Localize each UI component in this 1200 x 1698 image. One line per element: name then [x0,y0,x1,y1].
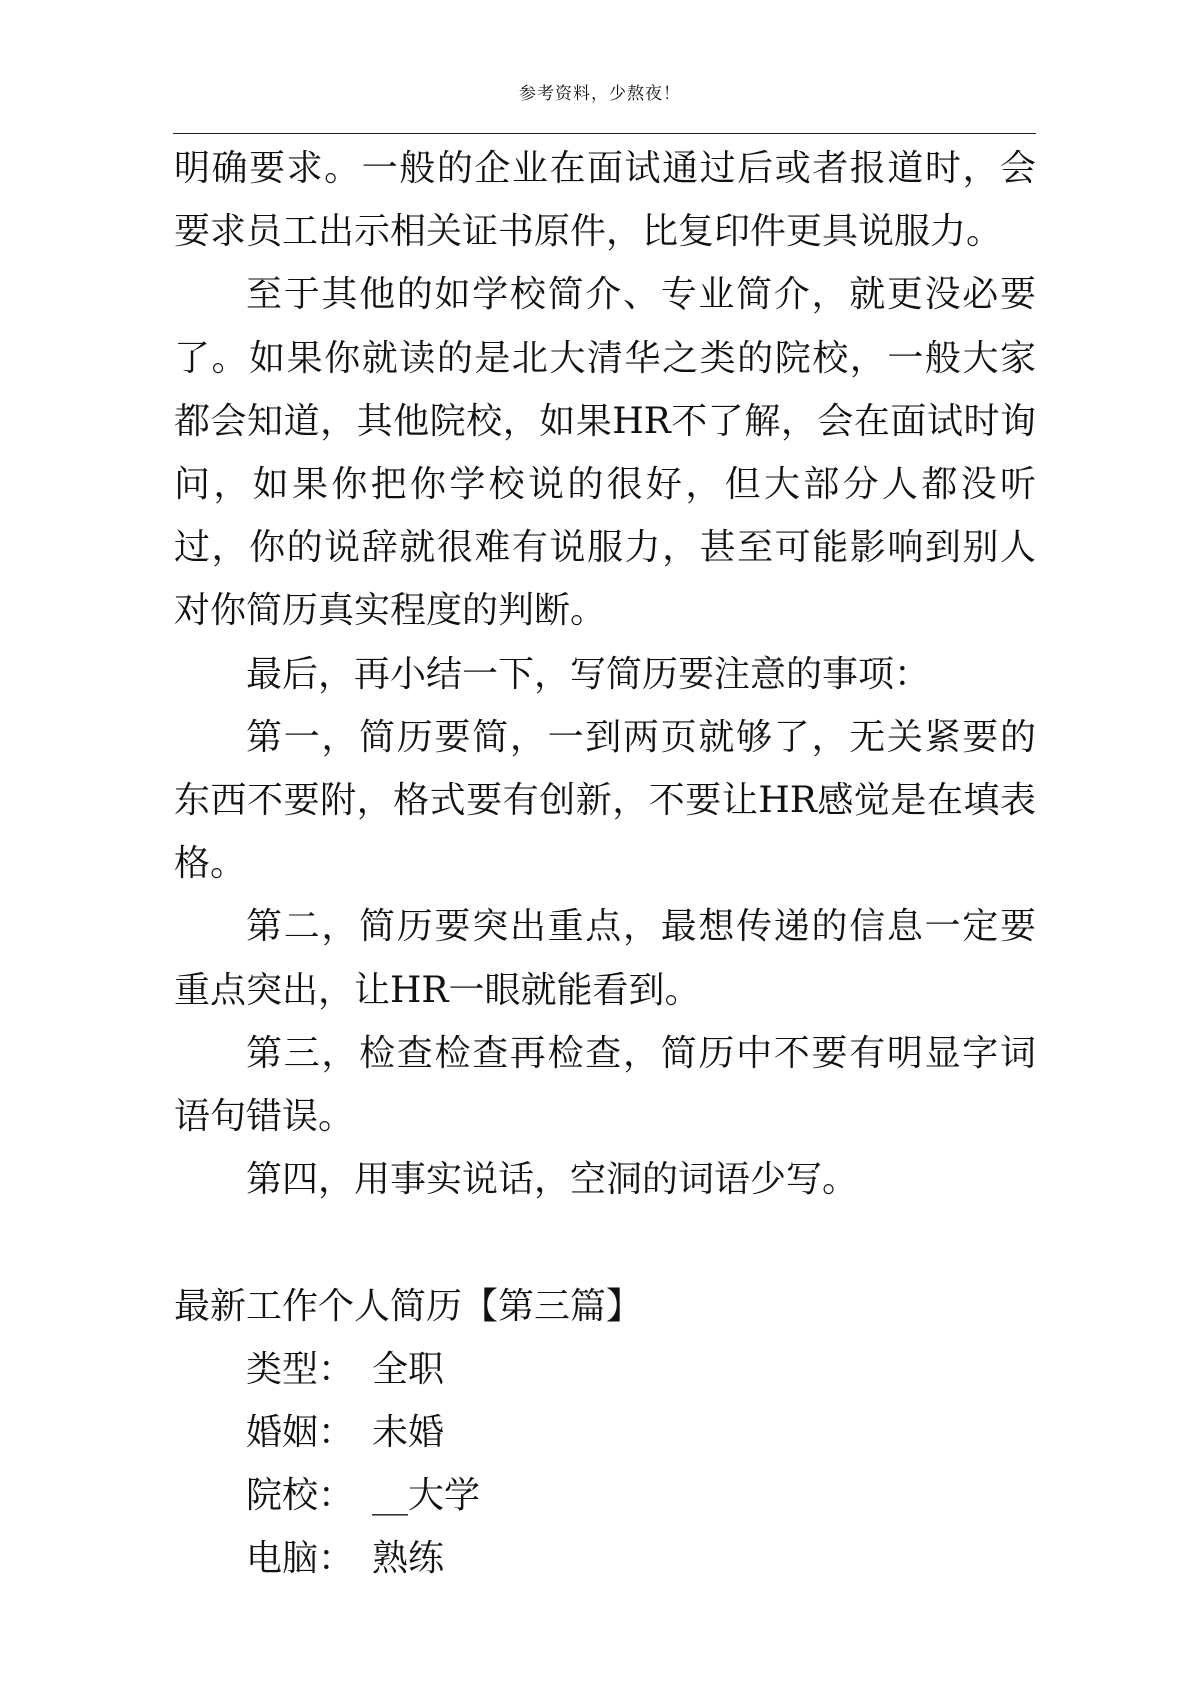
field-label: 电脑： [246,1538,355,1580]
section-title: 最新工作个人简历【第三篇】 [174,1285,643,1327]
field-row-marriage [174,1401,1036,1464]
document-body [174,137,1036,1591]
field-label: 婚姻： [246,1412,355,1454]
paragraph-point-one: 第一，简历要简，一到两页就够了，无关紧要的东西不要附，格式要有创新，不要让HR感觉是在填表格。 [174,716,1036,885]
header-divider [173,133,1036,134]
paragraph-point-four: 第四，用事实说话，空洞的词语少写。 [246,1159,859,1201]
paragraph-point-two: 第二，简历要突出重点，最想传递的信息一定要重点突出，让HR一眼就能看到。 [174,906,1036,1011]
field-row-computer [174,1527,1036,1590]
page-header: 参考资料，少熬夜！ [519,84,681,104]
paragraph-point-three: 第三，检查检查再检查，简历中不要有明显字词语句错误。 [174,1032,1036,1138]
field-value: 全职 [372,1348,445,1390]
paragraph-school-intro: 至于其他的如学校简介、专业简介，就更没必要了。如果你就读的是北大清华之类的院校，一般大家都会知道，其他院校，如果HR不了解，会在面试时询问，如果你把你学校说的很好，但大部分人都没听过，你的说辞就很难有说服力，甚至可能影响到别人对你简历真实程度的判断。 [174,274,1036,632]
field-label: 院校： [246,1475,355,1517]
paragraph-summary-intro: 最后，再小结一下，写简历要注意的事项： [246,653,931,695]
field-row-school [174,1464,1036,1527]
field-value: 熟练 [372,1538,445,1580]
field-value: __大学 [372,1475,481,1517]
field-row-type [174,1338,1036,1401]
paragraph-continuation: 明确要求。一般的企业在面试通过后或者报道时，会要求员工出示相关证书原件，比复印件更具说服力。 [174,148,1036,253]
field-value: 未婚 [372,1412,445,1454]
blank-line [174,1211,1036,1274]
field-label: 类型： [246,1348,355,1390]
